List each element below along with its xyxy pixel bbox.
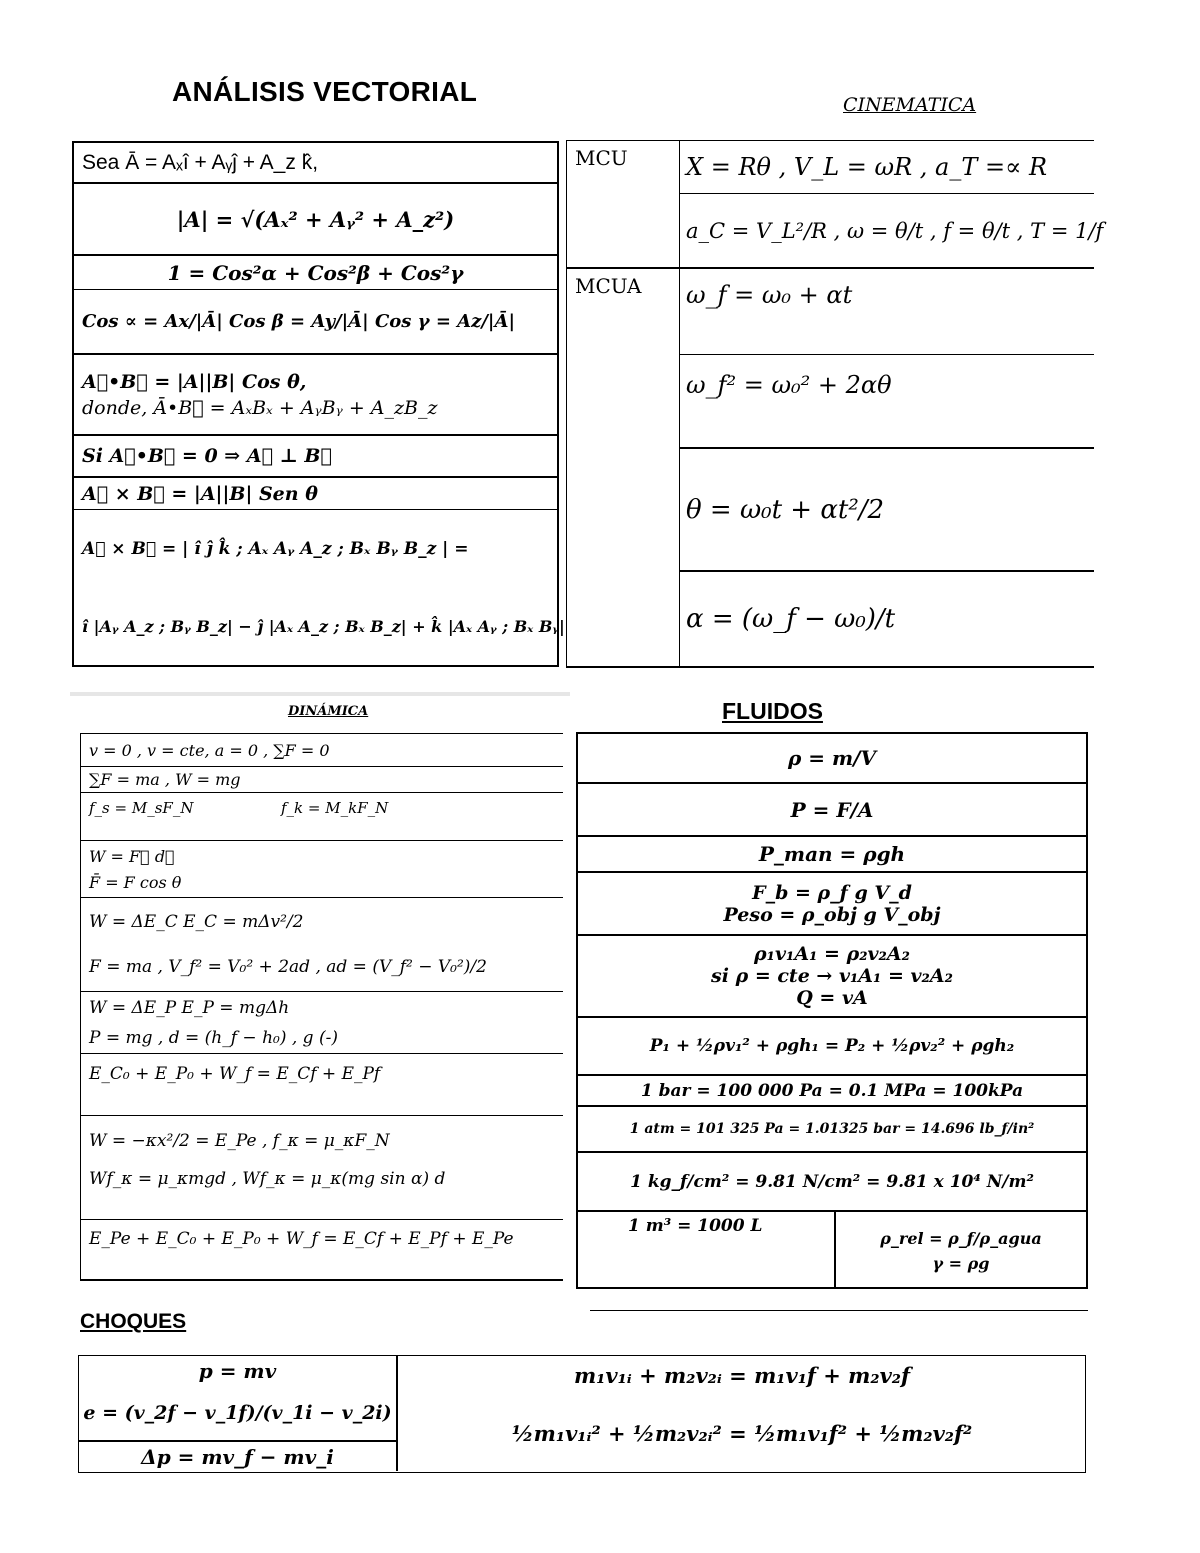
fluidos-kgf-conversion: 1 kg_f/cm² = 9.81 N/cm² = 9.81 x 10⁴ N/m² bbox=[630, 1171, 1034, 1192]
choques-momentum-conservation: m₁v₁ᵢ + m₂v₂ᵢ = m₁v₁f + m₂v₂f bbox=[573, 1362, 911, 1388]
fluidos-buoyancy bbox=[578, 873, 1086, 934]
choques-energy-conservation: ½m₁v₁ᵢ² + ½m₂v₂ᵢ² = ½m₁v₁f² + ½m₂v₂f² bbox=[511, 1420, 973, 1446]
choques-restitution: e = (v_2f − v_1f)/(v_1i − v_2i) bbox=[83, 1402, 392, 1424]
dinamica-equilibrium: v = 0 , v = cte, a = 0 , ∑F = 0 bbox=[89, 740, 330, 760]
fluidos-continuity bbox=[578, 936, 1086, 1016]
dinamica-work-potential: W = ΔE_P E_P = mgΔh bbox=[89, 998, 290, 1018]
mcu-formula-2: a_C = V_L²/R , ω = θ/t , f = θ/t , T = 1/f bbox=[686, 219, 1104, 243]
choques-title: CHOQUES bbox=[80, 1310, 187, 1333]
dinamica-kinematics: F = ma , V_f² = V₀² + 2ad , ad = (V_f² − V₀²)/2 bbox=[89, 957, 487, 977]
choques-impulse: Δp = mv_f − mv_i bbox=[141, 1445, 334, 1469]
mcua-label: MCUA bbox=[575, 274, 642, 298]
mcua-formula-2: ω_f² = ω₀² + 2αθ bbox=[686, 371, 892, 399]
dinamica-force-component: F̄ = F cos θ bbox=[89, 872, 182, 892]
fluidos-table bbox=[576, 732, 1088, 1289]
fluidos-pressure: P = F/A bbox=[790, 797, 874, 822]
mcu-label: MCU bbox=[575, 146, 628, 170]
mcua-formula-1: ω_f = ω₀ + αt bbox=[686, 281, 853, 309]
fluidos-bar-conversion: 1 bar = 100 000 Pa = 0.1 MPa = 100kPa bbox=[640, 1080, 1024, 1101]
dinamica-table bbox=[80, 733, 563, 1281]
choques-table bbox=[78, 1355, 1086, 1473]
dinamica-title: DINÁMICA bbox=[288, 704, 369, 719]
mcua-formula-3: θ = ω₀t + αt²/2 bbox=[686, 495, 885, 525]
cross-product-magnitude: A⃗ × B⃗ = |A||B| Sen θ bbox=[82, 482, 318, 505]
fluidos-volume-conversion: 1 m³ = 1000 L bbox=[628, 1216, 763, 1236]
vector-definition: Sea Ā = Aₓî + Aᵧĵ + A_z k̂, bbox=[82, 150, 319, 174]
mcua-formula-4: α = (ω_f − ω₀)/t bbox=[686, 604, 896, 634]
dinamica-work-kinetic: W = ΔE_C E_C = mΔv²/2 bbox=[89, 912, 304, 932]
dinamica-weight: P = mg , d = (h_f − h₀) , g (-) bbox=[89, 1028, 338, 1048]
fluidos-continuity-eq: ρ₁v₁A₁ = ρ₂v₂A₂ bbox=[754, 943, 910, 965]
cinematica-table bbox=[566, 140, 1104, 668]
fluidos-rho-rel: ρ_rel = ρ_f/ρ_agua bbox=[880, 1228, 1042, 1248]
dinamica-work: W = F⃗ d⃗ bbox=[89, 846, 175, 866]
fluidos-relative-density bbox=[836, 1212, 1086, 1289]
fluidos-title: FLUIDOS bbox=[722, 698, 823, 724]
vectorial-table bbox=[72, 141, 565, 667]
fluidos-atm-conversion: 1 atm = 101 325 Pa = 1.01325 bar = 14.696 lb_f/in² bbox=[629, 1121, 1035, 1137]
fluidos-flow-rate: Q = vA bbox=[796, 987, 868, 1009]
mcu-formula-1: X = Rθ , V_L = ωR , a_T =∝ R bbox=[686, 153, 1048, 181]
director-cosines-identity: 1 = Cos²α + Cos²β + Cos²γ bbox=[167, 260, 464, 285]
fluidos-continuity-incompressible: si ρ = cte → v₁A₁ = v₂A₂ bbox=[711, 965, 953, 987]
dinamica-spring-work: W = −κx²/2 = E_Pe , f_κ = μ_κF_N bbox=[89, 1131, 390, 1151]
perpendicular-condition: Si A⃗•B⃗ = 0 ⇒ A⃗ ⊥ B⃗ bbox=[82, 445, 332, 467]
fluidos-bernoulli: P₁ + ½ρv₁² + ρgh₁ = P₂ + ½ρv₂² + ρgh₂ bbox=[649, 1036, 1015, 1056]
cross-product-determinant: A⃗ × B⃗ = | î ĵ k̂ ; Aₓ Aᵧ A_z ; Bₓ Bᵧ B_z | = î |Aᵧ A_z ; Bᵧ B_z| − ĵ |Aₓ A_z ; Bₓ B_z| + k̂ |Aₓ Aᵧ ; Bₓ Bᵧ| bbox=[82, 539, 565, 636]
vectorial-title: ANÁLISIS VECTORIAL bbox=[172, 76, 478, 107]
dinamica-energy-conservation: E_C₀ + E_P₀ + W_f = E_Cf + E_Pf bbox=[89, 1064, 381, 1084]
vector-magnitude: |A| = √(Aₓ² + Aᵧ² + A_z²) bbox=[176, 206, 455, 232]
cinematica-title: CINEMATICA bbox=[843, 94, 977, 116]
fluidos-weight: Peso = ρ_obj g V_obj bbox=[723, 903, 941, 926]
fluidos-gauge-pressure: P_man = ρgh bbox=[758, 842, 906, 866]
fluidos-density: ρ = m/V bbox=[788, 746, 876, 770]
fluidos-buoyant-force: F_b = ρ_f g V_d bbox=[752, 881, 912, 904]
dinamica-total-energy: E_Pe + E_C₀ + E_P₀ + W_f = E_Cf + E_Pf + E_Pe bbox=[89, 1229, 514, 1249]
fluidos-specific-weight: γ = ρg bbox=[932, 1253, 990, 1273]
dinamica-friction-work: Wf_κ = μ_κmgd , Wf_κ = μ_κ(mg sin α) d bbox=[89, 1169, 446, 1189]
choques-momentum: p = mv bbox=[198, 1359, 277, 1383]
dinamica-newton: ∑F = ma , W = mg bbox=[89, 770, 241, 789]
director-cosines: Cos ∝ = Ax/|Ā| Cos β = Ay/|Ā| Cos γ = Az/|Ā| bbox=[82, 311, 515, 332]
dinamica-kinetic-friction: f_k = M_kF_N bbox=[281, 799, 389, 817]
dinamica-static-friction: f_s = M_sF_N bbox=[89, 799, 194, 817]
dot-product: A⃗•B⃗ = |A||B| Cos θ, donde, Ā•B⃗ = AₓBₓ + AᵧBᵧ + A_zB_z bbox=[82, 370, 438, 419]
